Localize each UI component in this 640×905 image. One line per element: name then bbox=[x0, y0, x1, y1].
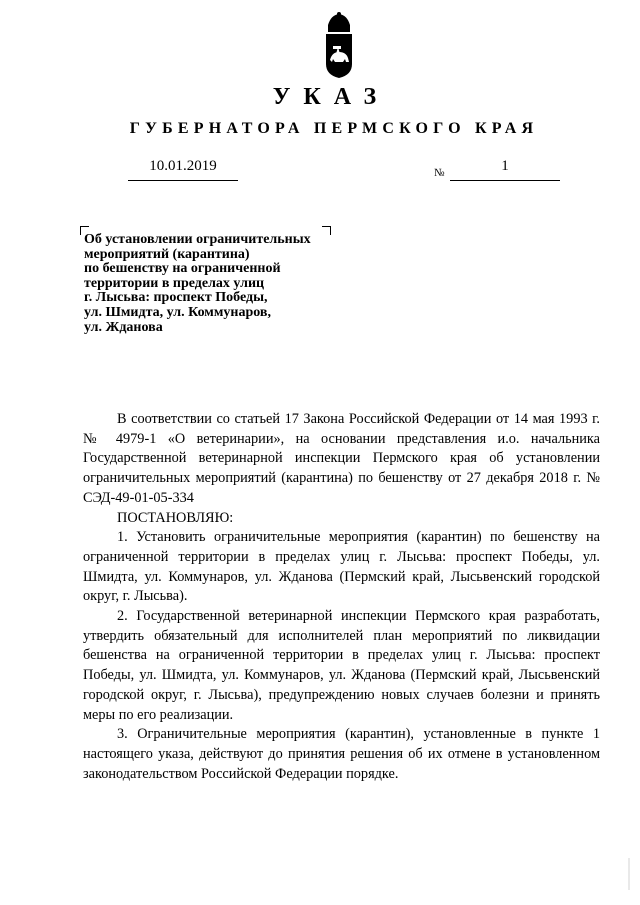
coat-of-arms-icon bbox=[319, 12, 359, 82]
decree-item-1: 1. Установить ограничительные мероприятия (карантин) по бешенству на ограниченной территории в пределах улиц г. Лысьва: проспект Победы, ул. Шмидта, ул. Коммунаров, ул. Жданова (Пермский край, Лысьвенский городской округ, г. Лысьва). bbox=[83, 529, 600, 605]
number-label: № bbox=[434, 167, 445, 179]
document-issuer: ГУБЕРНАТОРА ПЕРМСКОГО КРАЯ bbox=[129, 120, 539, 137]
heading-line: мероприятий (карантина) bbox=[84, 246, 250, 262]
heading-line: ул. Жданова bbox=[84, 319, 163, 335]
number-underline bbox=[450, 180, 560, 181]
decree-word: ПОСТАНОВЛЯЮ: bbox=[117, 509, 234, 526]
decree-body bbox=[83, 410, 600, 784]
scan-margin-mark bbox=[628, 858, 630, 890]
decree-item-3: 3. Ограничительные мероприятия (карантин), установленные в пункте 1 настоящего указа, действуют до принятия решения об их отмене в установленном законодательством Российской Федерации порядке. bbox=[83, 726, 600, 782]
heading-line: территории в пределах улиц bbox=[84, 275, 265, 291]
document-number: 1 bbox=[501, 158, 509, 174]
preamble-paragraph: В соответствии со статьей 17 Закона Российской Федерации от 14 мая 1993 г. № 4979-1 «О ветеринарии», на основании представления и.о. начальника Государственной ветеринарной инспекции Пермского края об установлении ограничительных мероприятий (карантина) по бешенству от 27 декабря 2018 г. № СЭД-49-01-05-334 bbox=[83, 411, 600, 506]
date-underline bbox=[128, 180, 238, 181]
document-title: УКАЗ bbox=[272, 84, 390, 110]
heading-line: ул. Шмидта, ул. Коммунаров, bbox=[84, 304, 271, 320]
heading-line: Об установлении ограничительных bbox=[84, 232, 311, 247]
document-date: 10.01.2019 bbox=[149, 158, 217, 174]
heading-line: г. Лысьва: проспект Победы, bbox=[84, 290, 268, 306]
heading-line: по бешенству на ограниченной bbox=[84, 261, 281, 277]
decree-heading bbox=[84, 233, 344, 335]
decree-item-2: 2. Государственной ветеринарной инспекции Пермского края разработать, утвердить обязательный для исполнителей план мероприятий по ликвидации бешенства на ограниченной территории в пределах улиц г. Лысьва: проспект Победы, ул. Шмидта, ул. Коммунаров, ул. Жданова (Пермский край, Лысьвенский городской округ, г. Лысьва), предупреждению новых случаев болезни и принять меры по его реализации. bbox=[83, 608, 600, 723]
